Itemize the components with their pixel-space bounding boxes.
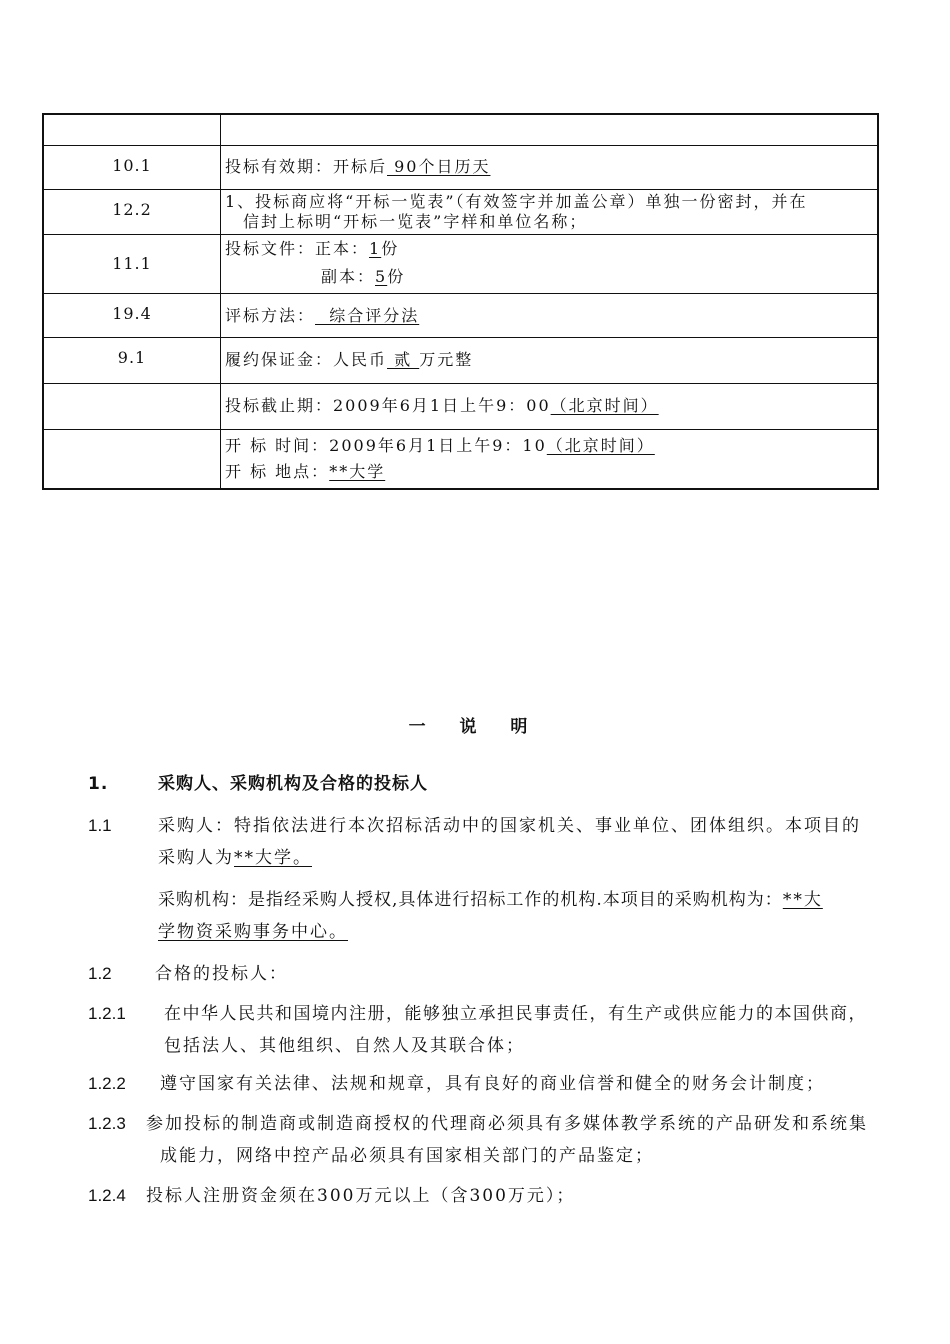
paragraph: 参加投标的制造商或制造商授权的代理商必须具有多媒体教学系统的产品研发和系统集 成能力，网络中控产品必须具有国家相关部门的产品鉴定；: [146, 1114, 868, 1166]
clause-number: 10.1: [43, 145, 221, 189]
table-row: [43, 114, 878, 145]
clause-number: 19.4: [43, 293, 221, 337]
bid-data-table: [42, 113, 879, 490]
clause-number: 1.2.1: [88, 1004, 126, 1023]
heading-number: 1.: [88, 774, 109, 794]
clause-number: 1.2.4: [88, 1186, 126, 1205]
heading-text: 采购人、采购机构及合格的投标人: [158, 774, 428, 794]
clause-number: [43, 383, 221, 429]
table-row: [43, 190, 878, 235]
clause-number: [43, 114, 221, 145]
paragraph: 遵守国家有关法律、法规和规章，具有良好的商业信誉和健全的财务会计制度；: [160, 1074, 825, 1094]
table-row: [43, 235, 878, 293]
table-row: [43, 383, 878, 429]
table-row: [43, 145, 878, 189]
clause-number: 9.1: [43, 338, 221, 383]
table-row: [43, 338, 878, 383]
clause-number: 1.2.2: [88, 1074, 126, 1093]
clause-number: 1.2: [88, 964, 112, 983]
section-title: 一 说 明: [408, 717, 542, 737]
paragraph: 投标人注册资金须在300万元以上（含300万元）；: [146, 1186, 576, 1206]
clause-number: 1.2.3: [88, 1114, 126, 1133]
clause-number: 12.2: [43, 190, 221, 235]
clause-content: 投标有效期：开标后 90个日历天: [221, 145, 879, 189]
clause-content: [221, 114, 879, 145]
paragraph: 合格的投标人：: [155, 964, 288, 984]
clause-number: 11.1: [43, 235, 221, 293]
paragraph: 在中华人民共和国境内注册，能够独立承担民事责任，有生产或供应能力的本国供商， 包括法人、其他组织、自然人及其联合体；: [164, 1004, 867, 1056]
paragraph: 采购人：特指依法进行本次招标活动中的国家机关、事业单位、团体组织。本项目的 采购人为**大学。: [158, 816, 861, 868]
clause-content: 评标方法： 综合评分法: [221, 293, 879, 337]
clause-content: 开 标 时间：2009年6月1日上午9：10（北京时间） 开 标 地点：**大学: [221, 429, 879, 489]
paragraph: 采购机构：是指经采购人授权,具体进行招标工作的机构.本项目的采购机构为：**大 学物资采购事务中心。: [158, 890, 823, 942]
clause-content: 投标截止期：2009年6月1日上午9：00（北京时间）: [221, 383, 879, 429]
table-row: [43, 429, 878, 489]
clause-content: 履约保证金：人民币 贰 万元整: [221, 338, 879, 383]
clause-number: 1.1: [88, 816, 112, 835]
clause-number: [43, 429, 221, 489]
table-row: [43, 293, 878, 337]
clause-content: 1、投标商应将“开标一览表”（有效签字并加盖公章）单独一份密封，并在 信封上标明“开标一览表”字样和单位名称；: [221, 190, 879, 235]
clause-content: 投标文件：正本：1份 副本：5份: [221, 235, 879, 293]
